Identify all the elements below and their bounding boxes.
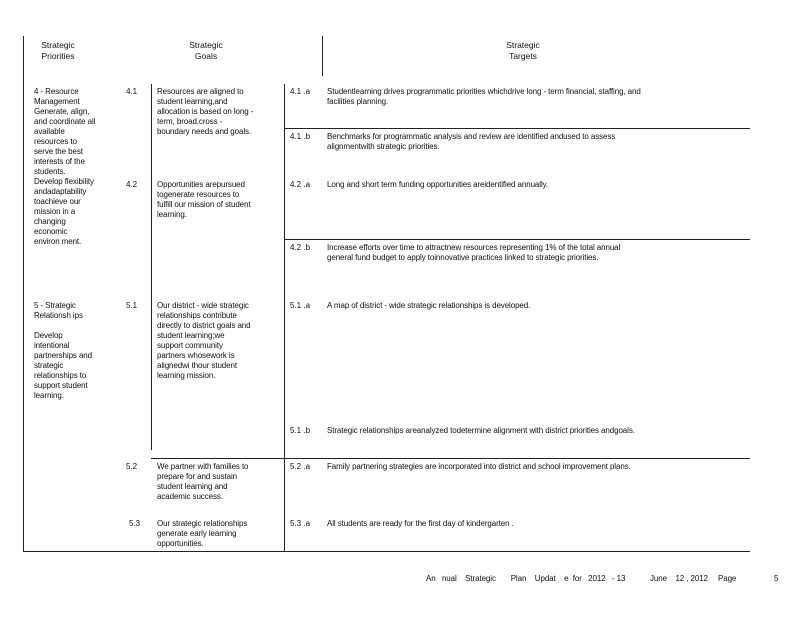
target-text: Strategic relationships areanalyzed todetermine alignment with district priorities andgoals. [327,426,635,435]
goal-text: Opportunities arepursued togenerate resources to fulfill our mission of student learning. [157,180,251,219]
header-goals: Strategic Goals [189,40,223,61]
goal-number: 5.1 [126,301,138,310]
row-rule-5-2 [151,458,750,459]
priority-4-resource-management: 4 - Resource Management Generate, align, and coordinate all available resources to serve the best interests of the students. Develop flexibility andadaptability toachieve our mission in a changing economic environ ment. [34,87,96,246]
target-text: All students are ready for the first day of kindergarten . [327,519,514,528]
priority-5-strategic-relationships: 5 - Strategic Relationsh ips Develop intentional partnerships and strategic relationships to support student learning. [34,301,92,400]
footer-date: June 12 , 2012 [650,574,708,583]
target-number: 4.1 .a [290,87,311,96]
goal-number: 4.2 [126,180,138,189]
row-rule-4-2-b [284,239,750,240]
goal-number: 5.3 [129,519,141,528]
target-text: Studentlearning drives programmatic priorities whichdrive long - term financial, staffing, and facilities planning. [327,87,641,106]
target-text: A map of district - wide strategic relationships is developed. [327,301,531,310]
footer-page-number: 5 [774,574,779,583]
target-number: 4.1 .b [290,132,311,141]
goal-number: 5.2 [126,462,138,471]
header-priorities: Strategic Priorities [41,40,75,61]
target-number: 5.1 .a [290,301,311,310]
target-text: Increase efforts over time to attractnew resources representing 1% of the total annual general fund budget to apply toinnovative practices linked to strategic priorities. [327,243,621,262]
target-number: 5.2 .a [290,462,311,471]
goals-targets-divider [284,84,285,552]
target-number: 5.1 .b [290,426,311,435]
table-bottom-rule [23,551,750,552]
target-number: 4.2 .a [290,180,311,189]
target-text: Long and short term funding opportunities areidentified annually. [327,180,549,189]
goal-text: Our district - wide strategic relationships contribute directly to district goals and student learning;we support community partners whosework is alignedwi thour student learning mission. [157,301,251,380]
header-targets: Strategic Targets [506,40,540,61]
goal-text: Our strategic relationships generate early learning opportunities. [157,519,248,548]
row-rule-4-1-b [284,128,750,129]
goal-text: We partner with families to prepare for and sustain student learning and academic success. [157,462,249,501]
goal-text: Resources are aligned to student learning,and allocation is based on long - term, broad,cross - boundary needs and goals. [157,87,254,136]
header-divider [322,36,323,76]
target-number: 5.3 .a [290,519,311,528]
footer-document-title: An nual Strategic Plan Updat e for 2012 - 13 [426,574,626,583]
priorities-goals-divider [151,84,152,450]
target-text: Family partnering strategies are incorporated into district and school improvement plans. [327,462,631,471]
footer-page-label: Page [718,574,737,583]
goal-number: 4.1 [126,87,138,96]
target-number: 4.2 .b [290,243,311,252]
table-left-border [23,36,24,552]
target-text: Benchmarks for programmatic analysis and review are identified andused to assess alignmentwith strategic priorities. [327,132,616,151]
